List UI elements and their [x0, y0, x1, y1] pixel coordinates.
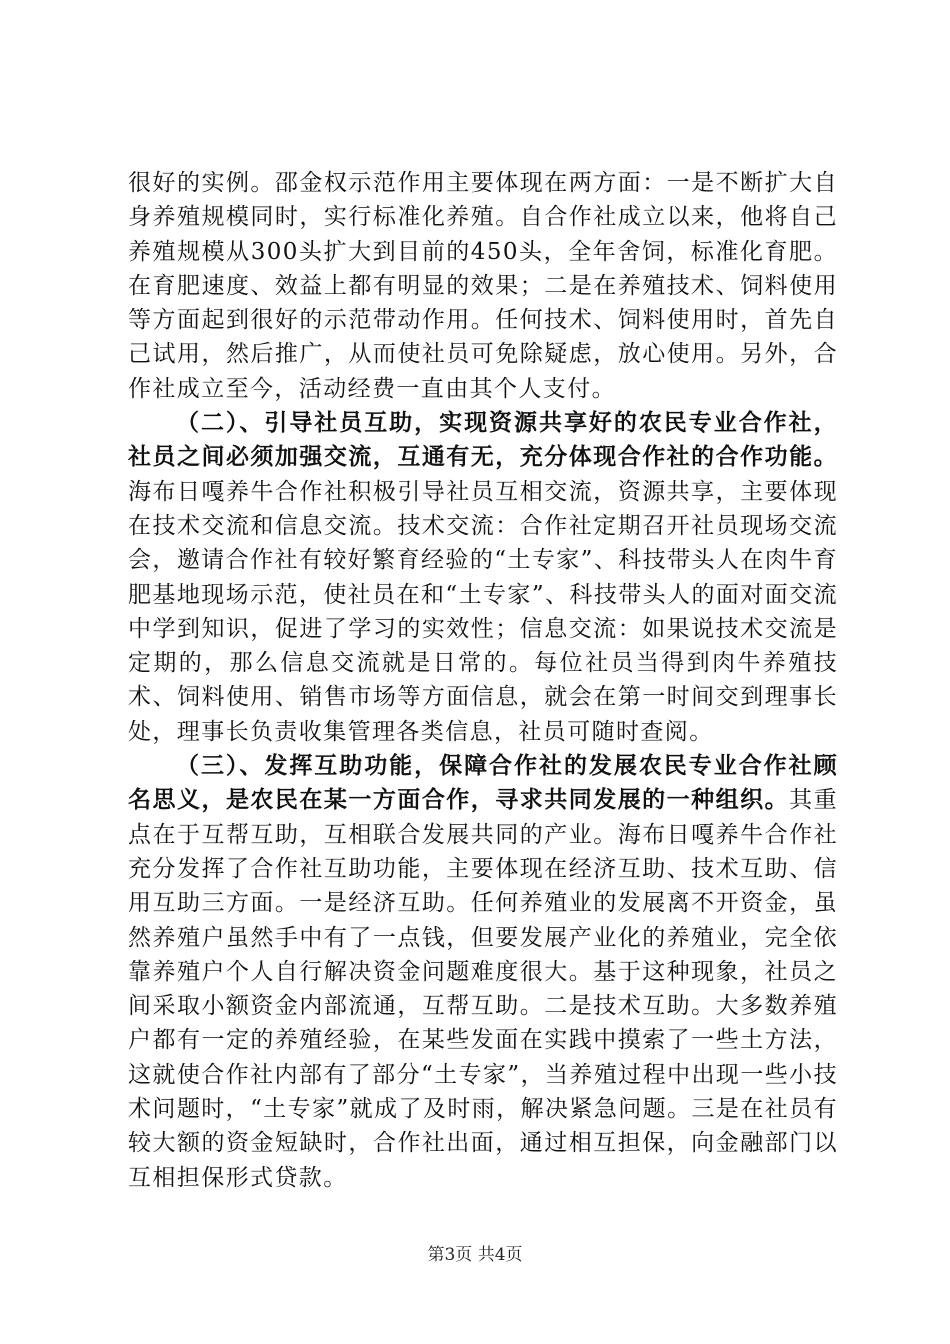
paragraph-2-heading: （二）、引导社员互助，实现资源共享好的农民专业合作社，社员之间必须加强交流，互通有无，充分体现合作社的合作功能。	[128, 409, 838, 471]
paragraph-1	[128, 166, 838, 406]
page-number: 第3页 共4页	[427, 1245, 523, 1265]
paragraph-3-heading: （三）、发挥互助功能，保障合作社的发展农民专业合作社顾名思义，是农民在某一方面合作，寻求共同发展的一种组织。	[128, 752, 838, 814]
paragraph-2	[128, 406, 838, 749]
paragraph-2-text: 海布日嘎养牛合作社积极引导社员互相交流，资源共享，主要体现在技术交流和信息交流。技术交流：合作社定期召开社员现场交流会，邀请合作社有较好繁育经验的“土专家”、科技带头人在肉牛育肥基地现场示范，使社员在和“土专家”、科技带头人的面对面交流中学到知识，促进了学习的实效性；信息交流：如果说技术交流是定期的，那么信息交流就是日常的。每位社员当得到肉牛养殖技术、饲料使用、销售市场等方面信息，就会在第一时间交到理事长处，理事长负责收集管理各类信息，社员可随时查阅。	[128, 478, 838, 745]
paragraph-1-text: 很好的实例。邵金权示范作用主要体现在两方面：一是不断扩大自身养殖规模同时，实行标准化养殖。自合作社成立以来，他将自己养殖规模从300头扩大到目前的450头，全年舍饲，标准化育肥。在育肥速度、效益上都有明显的效果；二是在养殖技术、饲料使用等方面起到很好的示范带动作用。任何技术、饲料使用时，首先自己试用，然后推广，从而使社员可免除疑虑，放心使用。另外，合作社成立至今，活动经费一直由其个人支付。	[128, 170, 838, 402]
page-footer	[0, 1244, 950, 1266]
document-body	[128, 166, 838, 1195]
paragraph-3-text: 其重点在于互帮互助，互相联合发展共同的产业。海布日嘎养牛合作社充分发挥了合作社互助功能，主要体现在经济互助、技术互助、信用互助三方面。一是经济互助。任何养殖业的发展离不开资金，虽然养殖户虽然手中有了一点钱，但要发展产业化的养殖业，完全依靠养殖户个人自行解决资金问题难度很大。基于这种现象，社员之间采取小额资金内部流通，互帮互助。二是技术互助。大多数养殖户都有一定的养殖经验，在某些发面在实践中摸索了一些土方法，这就使合作社内部有了部分“土专家”，当养殖过程中出现一些小技术问题时，“土专家”就成了及时雨，解决紧急问题。三是在社员有较大额的资金短缺时，合作社出面，通过相互担保，向金融部门以互相担保形式贷款。	[128, 787, 838, 1191]
paragraph-3	[128, 749, 838, 1195]
